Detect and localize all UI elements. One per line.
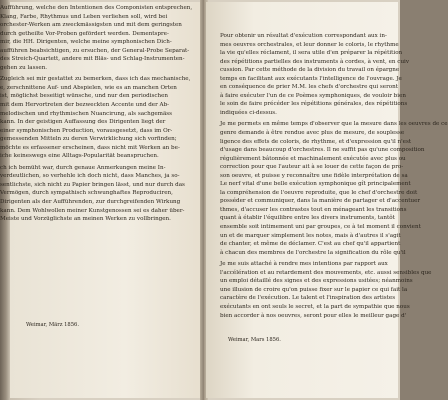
text-line: régulièrement bâtonnée et machinalement exécutée avec plus ou xyxy=(220,155,406,162)
text-line: l'accélération et au retardement des mouvements, etc. aussi sensibles que xyxy=(220,269,432,276)
text-line: en conséquence de prier M.M. les chefs d'orchestre qui seront xyxy=(220,84,398,91)
text-line: ist, möglichst beseitigt wünsche, und nur den periodischen xyxy=(0,93,169,100)
text-line: son oeuvre, et puisse y reconnaître une fidèle interprétation de sa xyxy=(220,172,408,179)
text-line: à chacun des membres de l'orchestre la signification du rôle qu'il xyxy=(220,249,406,256)
text-line: Aufführung, welche den Intentionen des Componisten entsprechen, xyxy=(0,5,193,11)
text-line: Pour obtenir un résultat d'exécution correspondant aux in- xyxy=(220,33,387,39)
text-line: Zugleich sei mir gestattet zu bemerken, dass ich das mechanische, xyxy=(0,76,191,83)
text-line: exécutants en ont seuls le secret, et la part de sympathie que nous xyxy=(220,303,410,310)
text-line: Je me suis attaché à rendre mes intentions par rapport aux xyxy=(220,261,388,268)
text-line: kann. Dem Wohlwollen meiner Kunstgenossen sei es daher über- xyxy=(0,207,185,214)
text-line: gehen zu lassen. xyxy=(0,64,48,71)
text-line: de chanter, et même de déclamer. C'est au chef qu'il appartient xyxy=(220,241,401,248)
text-line: verdeutlichen, so verhehle ich doch nicht, dass Manches, ja so- xyxy=(0,173,180,180)
french-preface-text xyxy=(220,32,448,320)
right-page xyxy=(206,2,448,398)
left-signature: Weimar, März 1856. xyxy=(26,322,79,328)
text-line: möchte es erfassener erscheinen, dass nicht mit Werken an be- xyxy=(0,144,180,151)
text-line: Meiste und Vorzüglichste an meinen Werken zu vollbringen. xyxy=(0,216,171,223)
text-line: e, zerschnittene Auf- und Abspielen, wie es an manchen Orten xyxy=(0,84,177,91)
text-line: ch ich bemüht war, durch genaue Anmerkungen meine In- xyxy=(0,164,166,171)
text-line: melodischen und rhythmischen Nuancirung, als sachgemäss xyxy=(0,110,173,117)
text-line: indiquées ci-dessus. xyxy=(220,109,277,116)
text-line: un emploi détaillé des signes et des expressions usitées; néanmoins xyxy=(220,278,413,285)
text-line: kann. In der geistigen Auffassung des Dirigenten liegt der xyxy=(0,119,166,126)
text-line: à faire exécuter l'un de ce Poèmes symphoniques, de vouloir bien xyxy=(220,92,406,99)
text-line: orchester-Werken am zweckmässigsten und mit dem geringsten xyxy=(0,22,182,29)
text-line: une illusion de croire qu'on puisse fixer sur le papier ce qui fait la xyxy=(220,286,408,293)
text-line: correction pour que l'auteur ait à se louer de cette façon de pro- xyxy=(220,164,404,171)
text-line: mit dem Hervortreten der bezweckten Accente und der Ab- xyxy=(0,102,170,109)
text-line: gemessenden Mitteln zu deren Verwirklichung sich vorfinden; xyxy=(0,136,177,143)
text-line: durch getheilte Vor-Proben gefördert werden. Dementspre- xyxy=(0,30,169,37)
right-signature: Weimar, Mars 1856. xyxy=(228,337,281,343)
text-line: la compréhension de l'oeuvre reproduite, que le chef d'orchestre doit xyxy=(220,189,418,196)
left-page xyxy=(0,2,202,398)
text-line: ensemble soit intimement uni par groupes, ce à tel moment il convient xyxy=(220,224,421,231)
text-line: mir, die HH. Dirigenten, welche meine symphonischen Dich- xyxy=(0,39,172,46)
text-line: caractère de l'exécution. Le talent et l'inspiration des artistes xyxy=(220,295,396,302)
text-line: le soin de faire précéder les répétitions générales, des répétitions xyxy=(220,101,408,108)
text-line: bien accorder à nos oeuvres, seront pour elles le meilleur gage d' xyxy=(220,312,407,319)
text-line: temps en facilitant aux exécutants l'intelligence de l'ouvrage. Je xyxy=(220,75,402,82)
text-line: cussion. Par cette méthode de la division du travail on épargne xyxy=(220,67,400,74)
text-line: sentlichste, sich nicht zu Papier bringen lässt, und nur durch das xyxy=(0,181,185,188)
german-preface-text xyxy=(0,4,200,224)
text-line: Vermögen, durch sympathisch schwunghaftes Reproduciren, xyxy=(0,190,173,197)
text-line: aufführen beabsichtigen, zu ersuchen, der General-Probe Separat- xyxy=(0,47,190,54)
text-line: einer symphonischen Production, vorausgesetzt, dass im Or- xyxy=(0,127,173,134)
text-line: iche keineswegs eine Alltags-Popularität beanspruchen. xyxy=(0,153,159,160)
text-line: posséder et communiquer, dans la manière de partager et d'accentuer xyxy=(220,198,421,205)
text-line: des Streich-Quartett, andere mit Bläs- und Schlag-Instrumenten- xyxy=(0,56,185,63)
text-line: ligence des effets de coloris, de rhythme, et d'expression qu'il n'est xyxy=(220,138,412,145)
text-line: Je me permets en même temps d'observer que la mesure dans les oeuvres de ce xyxy=(220,121,448,128)
text-line: des répétitions partielles des instruments à cordes, à vent, en cuiv xyxy=(220,58,409,65)
text-line: Le nerf vital d'une belle exécution symphonique gît principalement xyxy=(220,181,411,188)
text-line: la vie qu'elles réclament, il sera utile d'en préparer la répétition xyxy=(220,50,403,57)
text-line: quant à établir l'équilibre entre les divers instruments, tantôt xyxy=(220,215,395,222)
text-line: mes oeuvres orchestrales, et leur donner le coloris, le rhythme xyxy=(220,41,399,48)
text-line: thmes, d'accuser les contrastes tout en ménageant les transitions xyxy=(220,206,407,213)
text-line: un et de marquer simplement les notes, mais à d'autres il s'agit xyxy=(220,232,401,239)
text-line: Klang, Farbe, Rhythmus und Leben verliehen soll, wird bei xyxy=(0,13,168,20)
text-line: d'usage dans beaucoup d'orchestres. Il ne suffit pas qu'une composition xyxy=(220,147,425,154)
text-line: genre demande à être rendue avec plus de mesure, de souplesse xyxy=(220,130,405,137)
text-line: Dirigenten als der Aufführenden, zur durchgreifenden Wirkung xyxy=(0,199,181,206)
